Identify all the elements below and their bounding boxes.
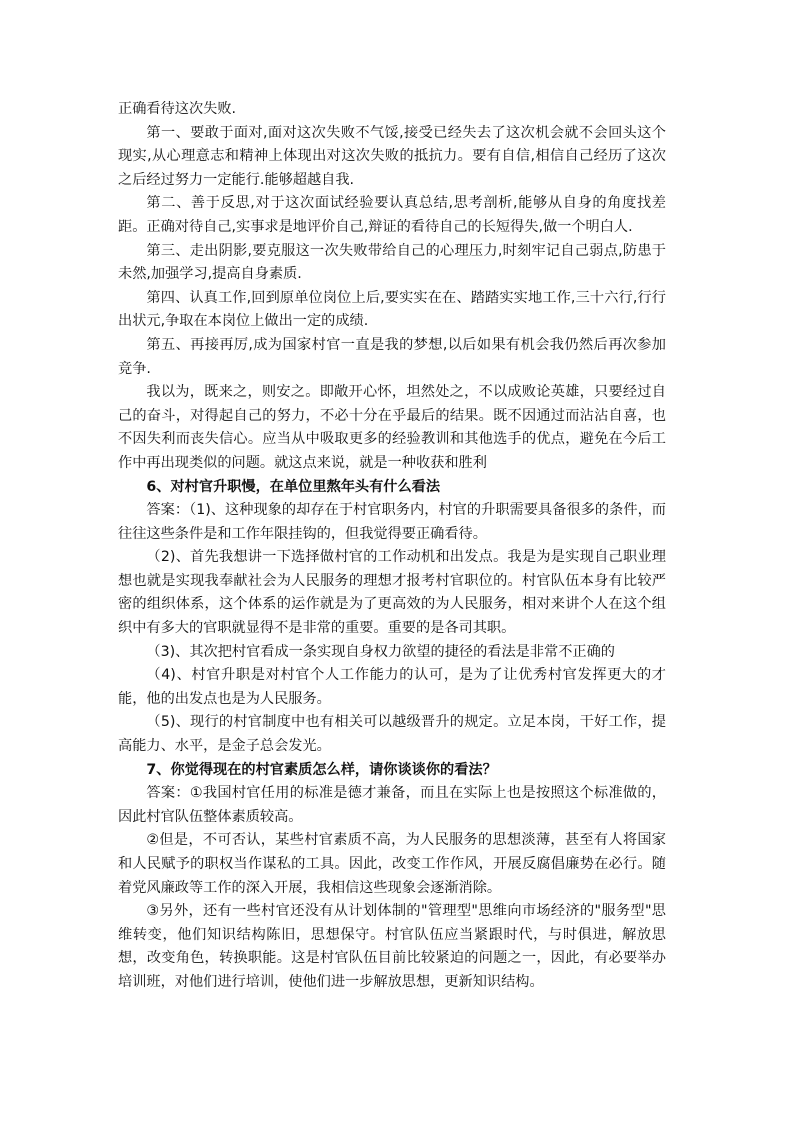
question-6-heading: 6、对村官升职慢，在单位里熬年头有什么看法 [146,478,441,495]
paragraph-point-2: 第二、善于反思,对于这次面试经验要认真总结,思考剖析,能够从自身的角度找差距。正确对待自己,实事求是地评价自己,辩证的看待自己的长短得失,做一个明白人. [118,195,666,235]
paragraph-point-4: 第四、认真工作,回到原单位岗位上后,要实实在在、踏踏实实地工作,三十六行,行行出状元,争取在本岗位上做出一定的成绩. [118,289,666,330]
paragraph-continuation: 正确看待这次失败. [118,101,237,117]
answer-7-part-1: 答案：①我国村官任用的标准是德才兼备，而且在实际上也是按照这个标准做的，因此村官队伍整体素质较高。 [118,785,666,825]
answer-6-part-4: （4)、村官升职是对村官个人工作能力的认可，是为了让优秀村官发挥更大的才能，他的出发点也是为人民服务。 [118,667,666,707]
paragraph-point-1: 第一、要敢于面对,面对这次失败不气馁,接受已经失去了这次机会就不会回头这个现实,从心理意志和精神上体现出对这次失败的抵抗力。要有自信,相信自己经历了这次之后经过努力一定能行.能够超越自我. [118,124,666,188]
question-7-heading: 7、你觉得现在的村官素质怎么样，请你谈谈你的看法？ [146,761,497,778]
answer-6-part-5: （5)、现行的村官制度中也有相关可以越级晋升的规定。立足本岗，干好工作，提高能力、水平，是金子总会发光。 [118,714,666,755]
answer-7-part-2: ②但是，不可否认，某些村官素质不高，为人民服务的思想淡薄，甚至有人将国家和人民赋予的职权当作谋私的工具。因此，改变工作作风，开展反腐倡廉势在必行。随着党风廉政等工作的深入开展，我相信这些现象会逐渐消除。 [118,832,666,896]
paragraph-conclusion: 我以为，既来之，则安之。即敞开心怀，坦然处之，不以成败论英雄，只要经过自己的奋斗，对得起自己的努力，不必十分在乎最后的结果。既不因通过而沾沾自喜，也不因失利而丧失信心。应当从中吸取更多的经验教训和其他选手的优点，避免在今后工作中再出现类似的问题。就这点来说，就是一种收获和胜利 [118,384,666,471]
answer-6-part-3: （3)、其次把村官看成一条实现自身权力欲望的捷径的看法是非常不正确的 [146,643,615,660]
answer-7-part-3: ③另外，还有一些村官还没有从计划体制的"管理型"思维向市场经济的"服务型"思维转变，他们知识结构陈旧，思想保守。村官队伍应当紧跟时代，与时俱进，解放思想，改变角色，转换职能。这是村官队伍目前比较紧迫的问题之一，因此，有必要举办培训班，对他们进行培训，使他们进一步解放思想，更新知识结构。 [118,903,666,990]
answer-6-part-1: 答案：（1)、这种现象的却存在于村官职务内，村官的升职需要具备很多的条件，而往往这些条件是和工作年限挂钩的，但我觉得要正确看待。 [118,502,666,542]
answer-6-part-2: （2)、首先我想讲一下选择做村官的工作动机和出发点。我是为是实现自己职业理想也就是实现我奉献社会为人民服务的理想才报考村官职位的。村官队伍本身有比较严密的组织体系，这个体系的运作就是为了更高效的为人民服务，相对来讲个人在这个组织中有多大的官职就显得不是非常的重要。重要的是各司其职。 [118,549,666,637]
paragraph-point-5: 第五、再接再厉,成为国家村官一直是我的梦想,以后如果有机会我仍然后再次参加竞争. [118,336,666,377]
document-body [118,98,666,995]
paragraph-point-3: 第三、走出阴影,要克服这一次失败带给自己的心理压力,时刻牢记自己弱点,防患于未然,加强学习,提高自身素质. [118,242,666,283]
